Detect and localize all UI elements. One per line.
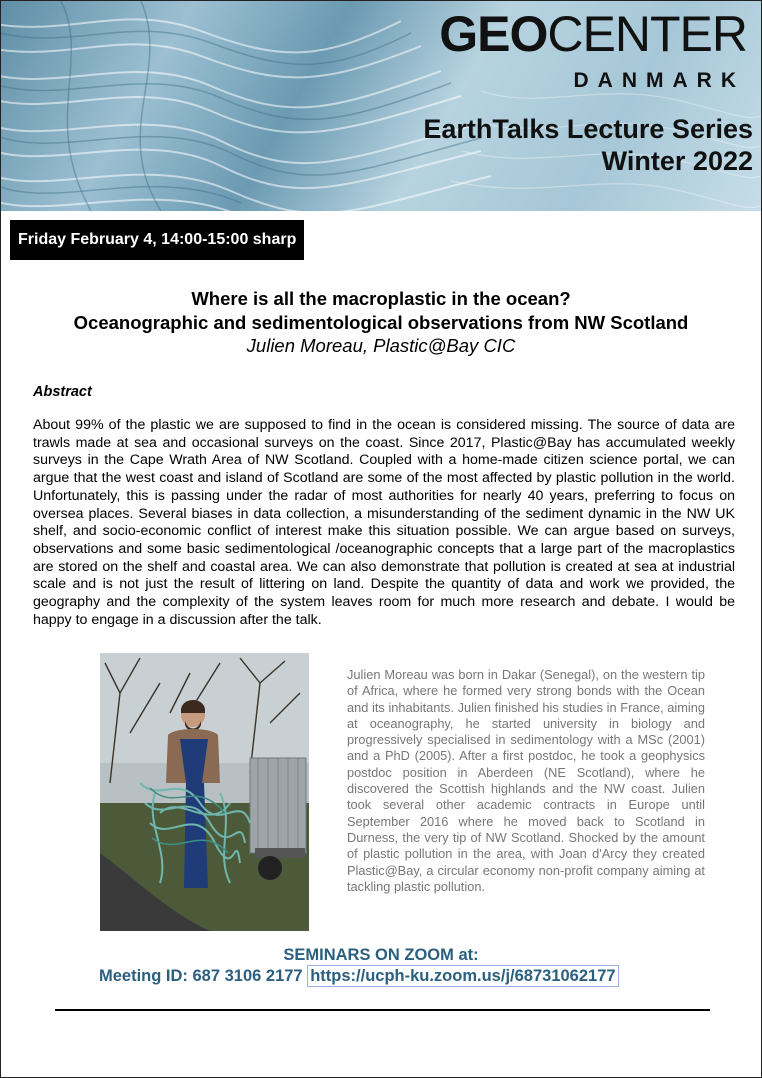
series-title (423, 113, 753, 177)
speaker-photo (100, 653, 309, 931)
geocenter-logo: GEOCENTER (439, 6, 747, 62)
talk-speaker: Julien Moreau, Plastic@Bay CIC (246, 335, 516, 356)
header-banner (1, 1, 761, 211)
logo-subtitle: DANMARK (573, 69, 745, 92)
talk-title-line1: Where is all the macroplastic in the ocean? (191, 288, 571, 309)
footer-divider (55, 1009, 710, 1011)
series-title-line1: EarthTalks Lecture Series (423, 114, 753, 144)
zoom-heading: SEMINARS ON ZOOM at: (283, 946, 479, 964)
speaker-bio: Julien Moreau was born in Dakar (Senegal), on the western tip of Africa, where he formed very strong bonds with the Ocean and its inhabitants. Julien finished his studies in France, aiming at oceanography, he started university in biology and progressively specialised in sedimentology with a MSc (2001) and a PhD (2005). After a first postdoc, he took a geophysics postdoc position in Aberdeen (NE Scotland), where he discovered the Scottish highlands and the NW coast. Julien took several other academic contracts in Europe until September 2016 where he moved back to Scotland in Durness, the very tip of NW Scotland. Shocked by the amount of plastic pollution in the area, with Joan d'Arcy they created Plastic@Bay, a circular economy non-profit company aiming at tackling plastic pollution. (347, 667, 705, 894)
zoom-meeting-line (99, 967, 619, 986)
meeting-id: Meeting ID: 687 3106 2177 (99, 967, 303, 985)
talk-title-line2: Oceanographic and sedimentological observations from NW Scotland (73, 312, 689, 333)
abstract-heading: Abstract (33, 384, 92, 400)
event-date-badge: Friday February 4, 14:00-15:00 sharp (10, 220, 304, 260)
abstract-text: About 99% of the plastic we are supposed to find in the ocean is considered missing. The source of data are trawls made at sea and occasional surveys on the coast. Since 2017, Plastic@Bay has accumulated weekly surveys in the Cape Wrath Area of NW Scotland. Coupled with a home-made citizen science portal, we can argue that the west coast and island of Scotland are some of the most affected by plastic pollution in the world. Unfortunately, this is passing under the radar of most authorities for nearly 40 years, preferring to focus on oversea places. Several biases in data collection, a misunderstanding of the sediment dynamic in the NW UK shelf, and socio-economic conflict of interest make this situation possible. We can argue based on surveys, observations and some basic sedimentological /oceanographic concepts that a large part of the macroplastics are stored on the shelf and coastal area. We can also demonstrate that pollution is created at sea at industrial scale and is not just the result of littering on land. Despite the quantity of data and work we provided, the geography and the complexity of the system leaves room for much more research and debate. I would be happy to engage in a discussion after the talk. (33, 417, 735, 628)
series-title-line2: Winter 2022 (601, 146, 753, 176)
zoom-link[interactable]: https://ucph-ku.zoom.us/j/68731062177 (307, 965, 618, 987)
